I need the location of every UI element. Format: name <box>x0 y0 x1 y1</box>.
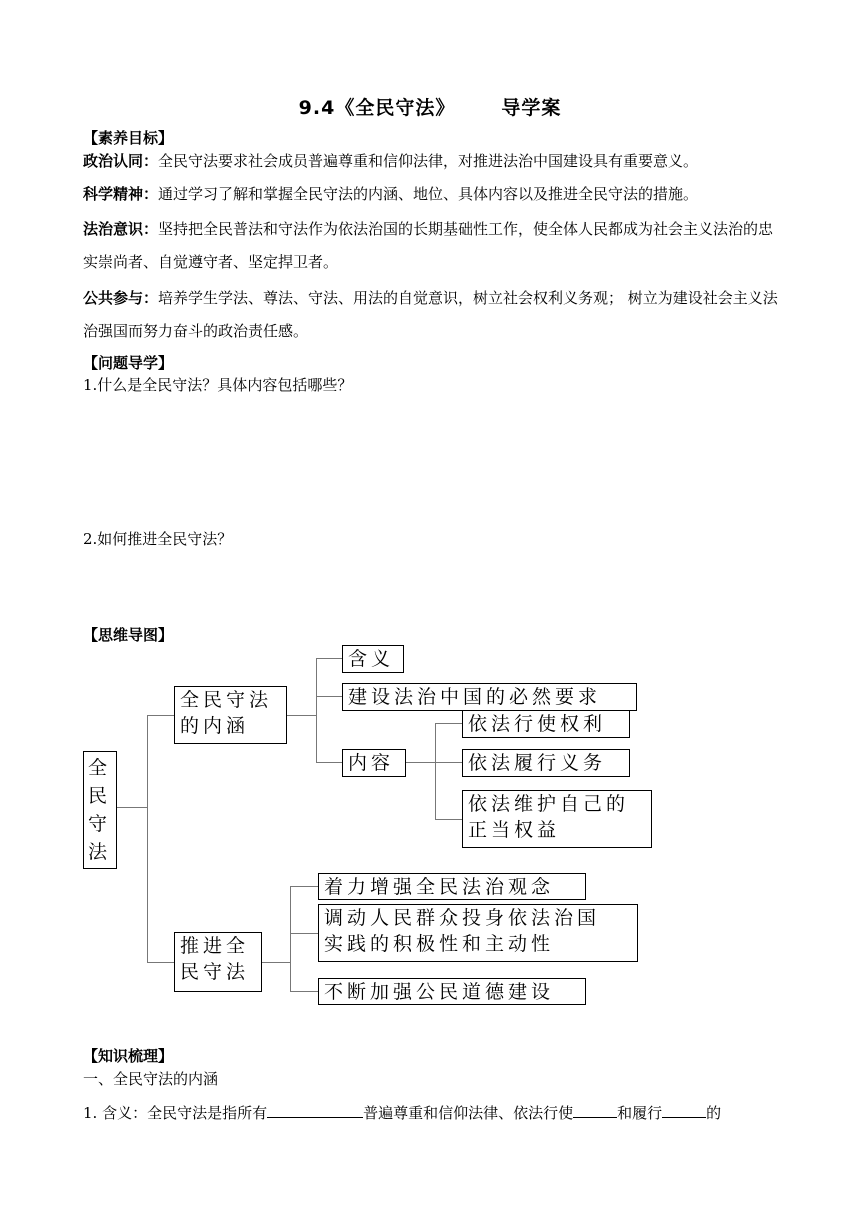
objective-text: 培养学生学法、尊法、守法、用法的自觉意识，树立社会权利义务观； 树立为建设社会主义法治强国而努力奋斗的政治责任感。 <box>83 289 778 340</box>
branch-label-line2: 的内涵 <box>180 715 250 737</box>
mindmap-necessity: 建设法治中国的必然要求 <box>342 683 637 711</box>
promote-item-line1: 调动人民群众投身依法治国 <box>324 907 601 929</box>
knowledge-heading: 【知识梳理】 <box>83 1047 174 1065</box>
answer-blank[interactable] <box>573 1103 617 1118</box>
question-2: 2.如何推进全民守法？ <box>83 530 233 548</box>
objective-label: 公共参与： <box>83 289 159 307</box>
title-main: 9.4《全民守法》 <box>298 97 456 119</box>
objective-science <box>83 180 783 208</box>
fill-in-line <box>83 1102 721 1123</box>
objective-public <box>83 282 783 348</box>
questions-heading: 【问题导学】 <box>83 354 174 372</box>
knowledge-sub-heading: 一、全民守法的内涵 <box>83 1070 219 1088</box>
mindmap-promote-item <box>318 904 638 962</box>
fill-text: 的 <box>706 1104 722 1122</box>
mindmap-promote-item: 不断加强公民道德建设 <box>318 978 586 1005</box>
answer-blank[interactable] <box>267 1103 363 1118</box>
mindmap-root: 全民守法 <box>83 751 117 869</box>
page-title <box>0 93 860 120</box>
objective-text: 全民守法要求社会成员普遍尊重和信仰法律，对推进法治中国建设具有重要意义。 <box>158 152 699 170</box>
branch-label-line1: 推进全 <box>180 935 250 957</box>
mindmap-content-item: 依法履行义务 <box>462 749 630 777</box>
content-item-line2: 正当权益 <box>468 819 561 841</box>
fill-text: 和履行 <box>617 1104 663 1122</box>
fill-text: 1. 含义：全民守法是指所有 <box>83 1104 268 1122</box>
answer-blank[interactable] <box>662 1103 706 1118</box>
objective-label: 法治意识： <box>83 220 159 238</box>
fill-text: 普遍尊重和信仰法律、依法行使 <box>363 1104 574 1122</box>
mindmap-promote-item: 着力增强全民法治观念 <box>318 873 586 900</box>
mindmap-content: 内容 <box>342 749 406 777</box>
title-sub: 导学案 <box>501 97 562 119</box>
objective-label: 政治认同： <box>83 152 159 170</box>
mindmap-meaning: 含义 <box>342 645 404 673</box>
promote-item-line2: 实践的积极性和主动性 <box>324 933 555 955</box>
objective-political <box>83 147 783 175</box>
objective-text: 通过学习了解和掌握全民守法的内涵、地位、具体内容以及推进全民守法的措施。 <box>158 185 699 203</box>
mindmap-branch-connotation <box>174 686 287 744</box>
content-item-line1: 依法维护自己的 <box>468 793 630 815</box>
objective-law <box>83 213 783 279</box>
question-1: 1.什么是全民守法？具体内容包括哪些？ <box>83 376 353 394</box>
objective-label: 科学精神： <box>83 185 159 203</box>
branch-label-line1: 全民守法 <box>180 689 273 711</box>
objective-text: 坚持把全民普法和守法作为依法治国的长期基础性工作，使全体人民都成为社会主义法治的忠实崇尚者、自觉遵守者、坚定捍卫者。 <box>83 220 774 271</box>
mindmap-branch-promote <box>174 932 262 992</box>
mindmap-content-item: 依法行使权利 <box>462 710 630 738</box>
objectives-heading: 【素养目标】 <box>83 129 174 147</box>
branch-label-line2: 民守法 <box>180 961 250 983</box>
mindmap-heading: 【思维导图】 <box>83 626 174 644</box>
mindmap-content-item <box>462 790 652 848</box>
